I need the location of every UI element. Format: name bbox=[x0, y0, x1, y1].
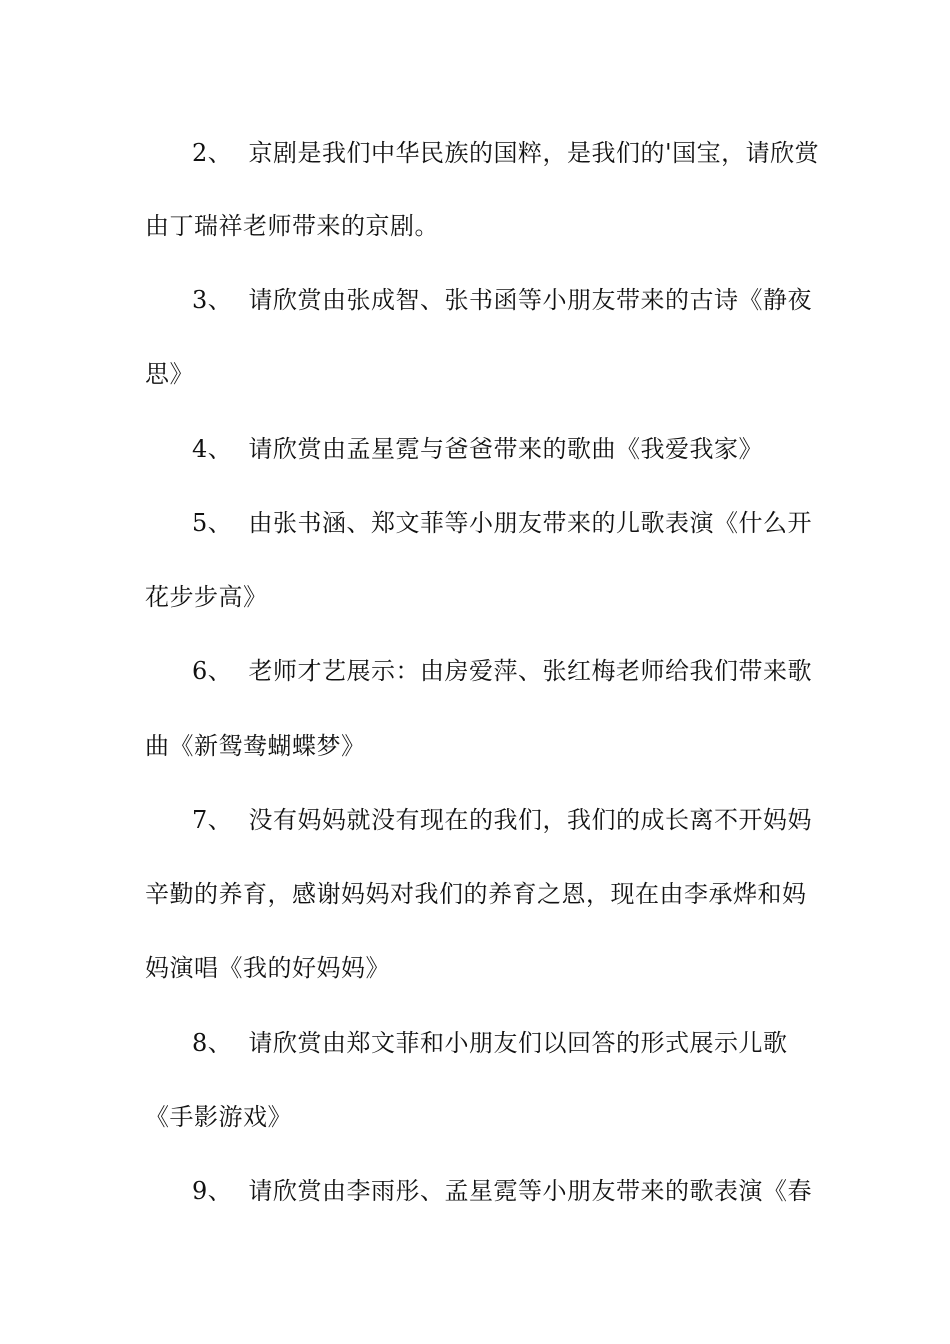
item-7-first-line bbox=[192, 805, 812, 835]
item-5-line-2: 花步步高》 bbox=[145, 583, 268, 611]
item-number: 6、 bbox=[192, 657, 233, 685]
item-text: 没有妈妈就没有现在的我们，我们的成长离不开妈妈 bbox=[248, 806, 813, 834]
item-6-first-line bbox=[192, 656, 812, 686]
item-text: 请欣赏由郑文菲和小朋友们以回答的形式展示儿歌 bbox=[248, 1029, 788, 1057]
item-8-line-2: 《手影游戏》 bbox=[145, 1103, 292, 1131]
item-text: 请欣赏由孟星霓与爸爸带来的歌曲《我爱我家》 bbox=[248, 435, 764, 463]
item-text: 京剧是我们中华民族的国粹，是我们的'国宝，请欣赏 bbox=[248, 139, 820, 167]
item-5-first-line bbox=[192, 508, 812, 538]
item-7-line-2: 辛勤的养育，感谢妈妈对我们的养育之恩，现在由李承烨和妈 bbox=[145, 880, 807, 908]
item-text: 由张书涵、郑文菲等小朋友带来的儿歌表演《什么开 bbox=[248, 509, 813, 537]
item-number: 5、 bbox=[192, 509, 233, 537]
item-number: 4、 bbox=[192, 435, 233, 463]
item-7-line-3: 妈演唱《我的好妈妈》 bbox=[145, 954, 390, 982]
item-number: 9、 bbox=[192, 1177, 233, 1205]
item-number: 2、 bbox=[192, 139, 233, 167]
item-number: 8、 bbox=[192, 1029, 233, 1057]
item-number: 7、 bbox=[192, 806, 233, 834]
item-3-first-line bbox=[192, 285, 812, 315]
item-number: 3、 bbox=[192, 286, 233, 314]
item-text: 请欣赏由李雨彤、孟星霓等小朋友带来的歌表演《春 bbox=[248, 1177, 813, 1205]
item-9-first-line bbox=[192, 1176, 812, 1206]
item-8-first-line bbox=[192, 1028, 788, 1058]
item-4-first-line bbox=[192, 434, 763, 464]
item-2-line-2: 由丁瑞祥老师带来的京剧。 bbox=[145, 212, 439, 240]
item-2-first-line bbox=[192, 138, 819, 168]
item-text: 请欣赏由张成智、张书函等小朋友带来的古诗《静夜 bbox=[248, 286, 813, 314]
item-text: 老师才艺展示：由房爱萍、张红梅老师给我们带来歌 bbox=[248, 657, 813, 685]
item-6-line-2: 曲《新鸳鸯蝴蝶梦》 bbox=[145, 732, 366, 760]
item-3-line-2: 思》 bbox=[145, 360, 194, 388]
